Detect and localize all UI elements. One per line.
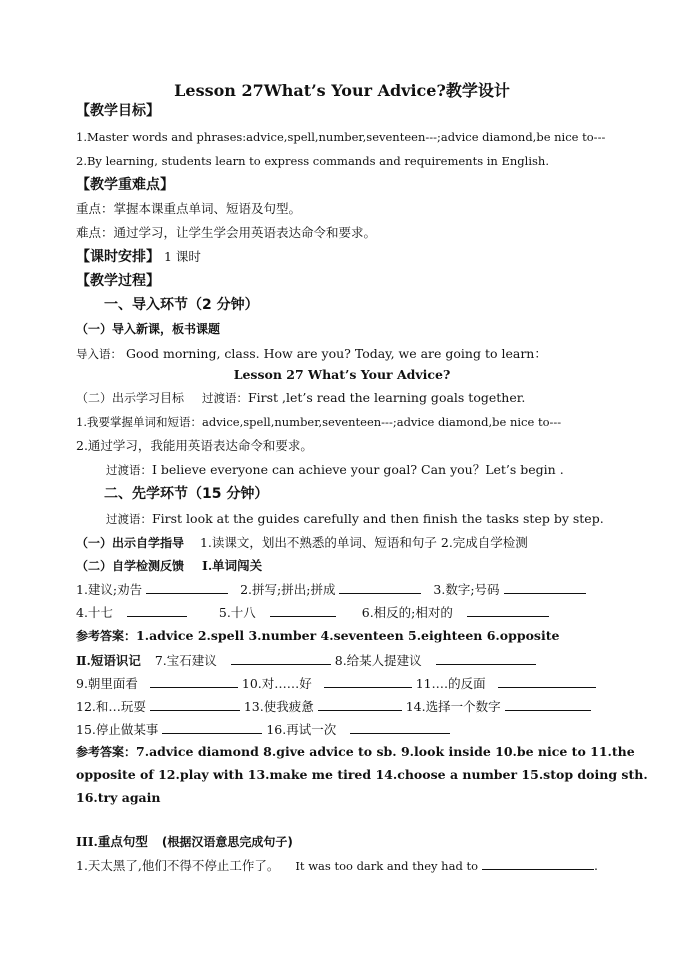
phrase-item: 10.对……好 [241, 676, 312, 691]
answers-row-2 [76, 743, 635, 761]
phase-2-sub-1: （一）出示自学指导 [76, 536, 185, 550]
transition-label: 过渡语： [106, 463, 152, 477]
phase-2-sub-2: （二）自学检测反馈 [76, 559, 185, 573]
phrase-item: 8.给某人提建议 [334, 653, 422, 668]
objective-2: 2.By learning, students learn to express commands and requirements in English. [76, 154, 549, 168]
section-heading-objectives: 【教学目标】 [76, 103, 160, 119]
phrase-item: 16.再试一次 [266, 722, 337, 737]
answer-blank[interactable] [150, 674, 238, 688]
phase-2-sub-2-row [76, 557, 262, 575]
word-row-1 [76, 580, 586, 599]
phrase-heading: Ⅱ.短语识记 [76, 653, 141, 668]
transition-label: 过渡语： [201, 391, 248, 405]
phase-2-heading: 二、先学环节（15 分钟） [104, 486, 269, 502]
word-item: 1.建议;劝告 [76, 582, 143, 597]
intro-label: 导入语： [76, 347, 122, 361]
phase-1-heading: 一、导入环节（2 分钟） [104, 297, 259, 313]
key-sentences-note: (根据汉语意思完成句子) [161, 835, 293, 849]
transition-label: 过渡语： [106, 512, 152, 526]
answer-blank[interactable] [150, 697, 240, 711]
answers-row-1 [76, 627, 559, 645]
key-sentence-1: 1.天太黑了,他们不得不停止工作了。 It was too dark and they had to . [76, 858, 598, 873]
word-item: 4.十七 [76, 605, 113, 620]
word-item: 6.相反的;相对的 [361, 605, 453, 620]
phrase-item: 9.朝里面看 [76, 676, 138, 691]
answer-blank[interactable] [505, 697, 591, 711]
section-heading-process: 【教学过程】 [76, 273, 160, 289]
answers-row-2-end: 16.try again [76, 790, 161, 805]
section-heading-key-points: 【教学重难点】 [76, 177, 174, 193]
word-row-2 [76, 603, 549, 622]
phrase-row-1 [76, 651, 536, 670]
phrase-item: 13.使我疲惫 [243, 699, 314, 714]
lesson-title-board: Lesson 27 What’s Your Advice? [233, 367, 451, 382]
answer-blank[interactable] [504, 580, 586, 594]
answer-blank[interactable] [350, 720, 450, 734]
transition-text: First look at the guides carefully and then finish the tasks step by step. [152, 511, 604, 526]
key-sentences-heading: III.重点句型 [76, 834, 148, 849]
phrase-item: 14.选择一个数字 [405, 699, 501, 714]
transition-line-2 [106, 461, 564, 479]
answer-blank[interactable] [436, 651, 536, 665]
phase-1-sub-2-row [76, 389, 525, 407]
key-sentences-heading-row [76, 833, 293, 851]
word-item: 2.拼写;拼出;拼成 [240, 582, 336, 597]
difficult-point: 难点：通过学习，让学生学会用英语表达命令和要求。 [76, 225, 377, 240]
answer-blank[interactable] [146, 580, 228, 594]
answer-blank[interactable] [231, 651, 331, 665]
section-heading-hours: 【课时安排】 [76, 249, 160, 265]
answer-blank[interactable] [467, 603, 549, 617]
class-hours-value: 1 课时 [163, 249, 201, 264]
intro-text: Good morning, class. How are you? Today, we are going to learn： [125, 346, 547, 361]
intro-line [76, 345, 547, 363]
answers-label: 参考答案： [76, 745, 137, 759]
word-item: 5.十八 [218, 605, 256, 620]
answer-blank[interactable] [498, 674, 596, 688]
answer-blank[interactable] [127, 603, 187, 617]
phrase-item: 12.和…玩耍 [76, 699, 146, 714]
phase-1-sub-2: （二）出示学习目标 [76, 391, 185, 405]
answers-text: 1.advice 2.spell 3.number 4.seventeen 5.eighteen 6.opposite [136, 628, 560, 643]
answers-text: 7.advice diamond 8.give advice to sb. 9.look inside 10.be nice to 11.the [136, 744, 635, 759]
answer-blank[interactable] [318, 697, 402, 711]
phrase-item: 7.宝石建议 [154, 653, 217, 668]
phase-1-sub-1: （一）导入新课，板书课题 [76, 322, 221, 336]
phrase-item: 15.停止做某事 [76, 722, 159, 737]
phase-2-sub-1-row [76, 534, 528, 552]
answer-blank[interactable] [270, 603, 336, 617]
objective-1: 1.Master words and phrases:advice,spell,number,seventeen---;advice diamond,be nice to--- [76, 130, 606, 144]
phrase-row-2 [76, 674, 596, 693]
answer-blank[interactable] [482, 856, 594, 870]
goal-1: 1.我要掌握单词和短语：advice,spell,number,seventeen---;advice diamond,be nice to--- [76, 415, 562, 429]
answers-row-2-cont: opposite of 12.play with 13.make me tired 14.choose a number 15.stop doing sth. [76, 767, 648, 782]
answer-blank[interactable] [162, 720, 262, 734]
page-title: Lesson 27What’s Your Advice?教学设计 [174, 81, 510, 100]
answer-blank[interactable] [339, 580, 421, 594]
phrase-item: 11.…的反面 [415, 676, 486, 691]
class-hours-row [76, 248, 201, 266]
key-point: 重点：掌握本课重点单词、短语及句型。 [76, 201, 302, 216]
sentence-cn: 1.天太黑了,他们不得不停止工作了。 [76, 858, 280, 873]
goal-2: 2.通过学习，我能用英语表达命令和要求。 [76, 438, 313, 453]
phase-2-sub-1-text: 1.读课文，划出不熟悉的单词、短语和句子 2.完成自学检测 [199, 535, 528, 550]
answers-label: 参考答案： [76, 629, 137, 643]
word-challenge-heading: Ⅰ.单词闯关 [201, 558, 263, 573]
word-item: 3.数字;号码 [433, 582, 500, 597]
phrase-row-3 [76, 697, 591, 716]
transition-text: I believe everyone can achieve your goal? Can you？Let’s begin . [152, 462, 564, 477]
answer-blank[interactable] [324, 674, 412, 688]
transition-text: First ,let’s read the learning goals together. [247, 390, 526, 405]
phrase-row-4 [76, 720, 450, 739]
sentence-en: It was too dark and they had to [295, 859, 479, 873]
transition-line-3 [106, 510, 604, 528]
